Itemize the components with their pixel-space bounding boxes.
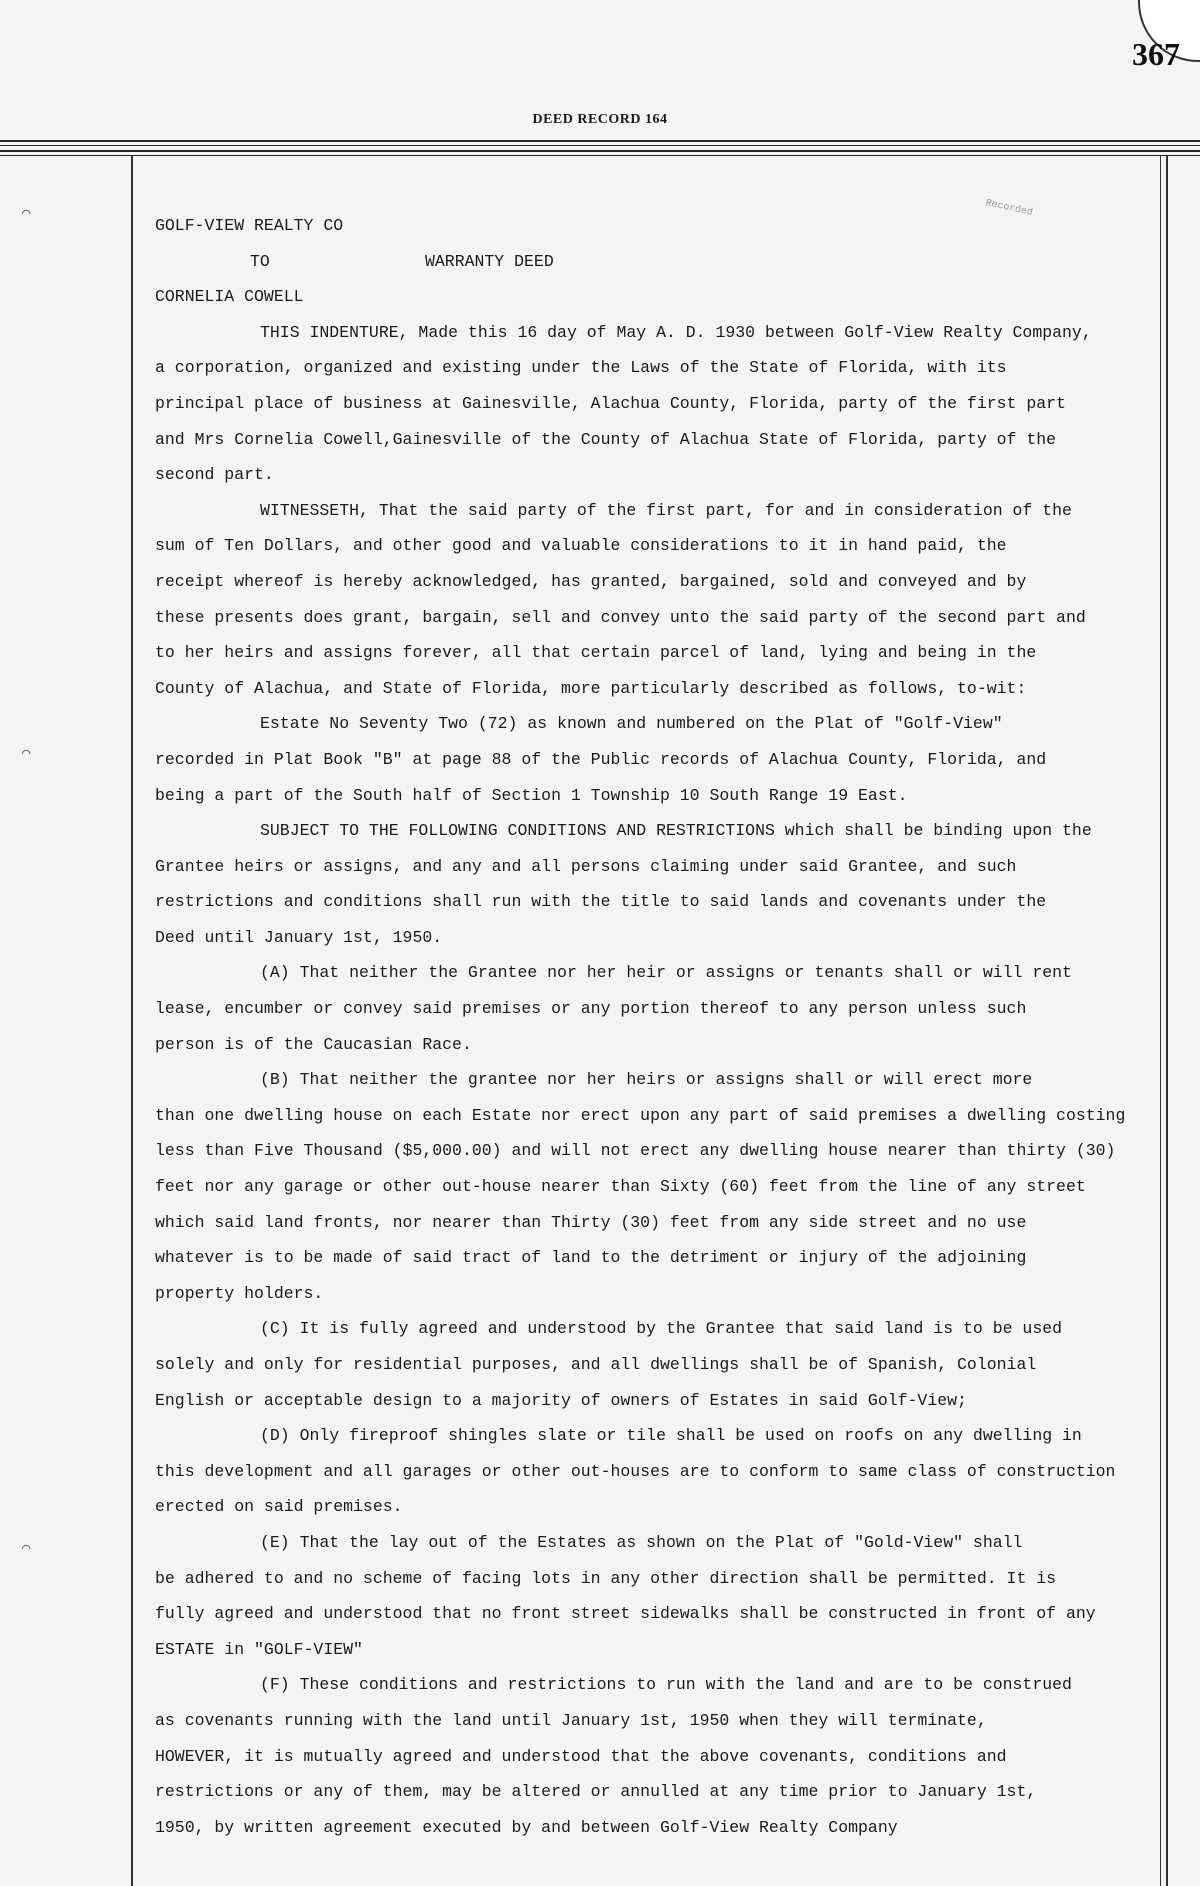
deed-line: English or acceptable design to a majority of owners of Estates in said Golf-View; xyxy=(155,1390,967,1410)
margin-mark: ⌒ xyxy=(22,1541,31,1557)
deed-line: whatever is to be made of said tract of land to the detriment or injury of the adjoining xyxy=(155,1248,1027,1268)
deed-line: 1950, by written agreement executed by and between Golf-View Realty Company xyxy=(155,1817,898,1837)
margin-mark: ⌒ xyxy=(22,746,31,762)
deed-line: solely and only for residential purposes, and all dwellings shall be of Spanish, Colonial xyxy=(155,1355,1037,1374)
margin-mark: ⌒ xyxy=(22,206,31,222)
left-margin-line xyxy=(131,156,133,1886)
deed-line: Deed until January 1st, 1950. xyxy=(155,927,443,947)
deed-line: (B) That neither the grantee nor her heirs or assigns shall or will erect more xyxy=(260,1070,1033,1090)
deed-line: Grantee heirs or assigns, and any and all persons claiming under said Grantee, and such xyxy=(155,856,1017,876)
deed-line: these presents does grant, bargain, sell and convey unto the said party of the second part and xyxy=(155,607,1086,627)
deed-line: this development and all garages or other out-houses are to conform to same class of construction xyxy=(155,1461,1116,1481)
deed-line: to her heirs and assigns forever, all that certain parcel of land, lying and being in the xyxy=(155,643,1037,663)
deed-line: (C) It is fully agreed and understood by the Grantee that said land is to be used xyxy=(260,1319,1063,1339)
deed-line: HOWEVER, it is mutually agreed and understood that the above covenants, conditions and xyxy=(155,1746,1007,1766)
recorded-stamp: Recorded xyxy=(984,198,1034,219)
deed-line: as covenants running with the land until January 1st, 1950 when they will terminate, xyxy=(155,1710,987,1730)
deed-line: SUBJECT TO THE FOLLOWING CONDITIONS AND RESTRICTIONS which shall be binding upon the xyxy=(260,821,1092,841)
deed-line: (F) These conditions and restrictions to run with the land and are to be construed xyxy=(260,1675,1072,1695)
deed-line: Estate No Seventy Two (72) as known and numbered on the Plat of "Golf-View" xyxy=(260,714,1003,734)
deed-line: principal place of business at Gainesville, Alachua County, Florida, party of the first part xyxy=(155,393,1066,413)
deed-line: (E) That the lay out of the Estates as shown on the Plat of "Gold-View" shall xyxy=(260,1532,1023,1552)
grantee-name: CORNELIA COWELL xyxy=(155,287,304,307)
parties-line xyxy=(155,244,1165,280)
deed-line: recorded in Plat Book "B" at page 88 of the Public records of Alachua County, Florida, and xyxy=(155,749,1047,769)
deed-line: sum of Ten Dollars, and other good and valuable considerations to it in hand paid, the xyxy=(155,536,1007,556)
grantor-name: GOLF-VIEW REALTY CO xyxy=(155,216,344,235)
deed-line: WITNESSETH, That the said party of the first part, for and in consideration of the xyxy=(260,500,1072,520)
deed-line: being a part of the South half of Section 1 Township 10 South Range 19 East. xyxy=(155,785,908,805)
deed-line: and Mrs Cornelia Cowell,Gainesville of the County of Alachua State of Florida, party of the xyxy=(155,429,1057,449)
deed-line: property holders. xyxy=(155,1283,324,1303)
header-rule xyxy=(0,155,1200,156)
right-margin-line xyxy=(1166,156,1168,1886)
deed-line: person is of the Caucasian Race. xyxy=(155,1034,472,1054)
deed-body xyxy=(155,315,1165,1846)
deed-line: fully agreed and understood that no front street sidewalks shall be constructed in front of any xyxy=(155,1604,1096,1624)
to-label: TO xyxy=(250,251,270,271)
header-rule xyxy=(0,150,1200,152)
deed-line: which said land fronts, nor nearer than Thirty (30) feet from any side street and no use xyxy=(155,1212,1027,1232)
deed-line: less than Five Thousand ($5,000.00) and will not erect any dwelling house nearer than thirty (30) xyxy=(155,1141,1116,1161)
deed-line: THIS INDENTURE, Made this 16 day of May A. D. 1930 between Golf-View Realty Company, xyxy=(260,322,1092,342)
deed-line: County of Alachua, and State of Florida, more particularly described as follows, to-wit: xyxy=(155,678,1027,698)
deed-line: a corporation, organized and existing under the Laws of the State of Florida, with its xyxy=(155,358,1007,378)
deed-line: receipt whereof is hereby acknowledged, has granted, bargained, sold and conveyed and by xyxy=(155,571,1027,591)
deed-line: (D) Only fireproof shingles slate or tile shall be used on roofs on any dwelling in xyxy=(260,1426,1082,1446)
deed-type: WARRANTY DEED xyxy=(425,251,554,271)
deed-line: second part. xyxy=(155,465,274,485)
deed-line: restrictions or any of them, may be altered or annulled at any time prior to January 1st, xyxy=(155,1782,1037,1802)
deed-line: feet nor any garage or other out-house nearer than Sixty (60) feet from the line of any street xyxy=(155,1177,1086,1197)
deed-line: lease, encumber or convey said premises or any portion thereof to any person unless such xyxy=(155,999,1027,1019)
deed-line: ESTATE in "GOLF-VIEW" xyxy=(155,1639,363,1659)
header-rule xyxy=(0,140,1200,142)
deed-line: be adhered to and no scheme of facing lots in any other direction shall be permitted. It is xyxy=(155,1568,1057,1588)
page-number: 367 xyxy=(1132,36,1180,72)
deed-text xyxy=(155,208,1165,1845)
deed-line: restrictions and conditions shall run with the title to said lands and covenants under the xyxy=(155,892,1047,912)
deed-line: (A) That neither the Grantee nor her heir or assigns or tenants shall or will rent xyxy=(260,963,1072,983)
header-rule xyxy=(0,145,1200,146)
deed-line: than one dwelling house on each Estate nor erect upon any part of said premises a dwelling costing xyxy=(155,1105,1126,1125)
record-title: DEED RECORD 164 xyxy=(532,112,668,127)
deed-line: erected on said premises. xyxy=(155,1497,403,1517)
